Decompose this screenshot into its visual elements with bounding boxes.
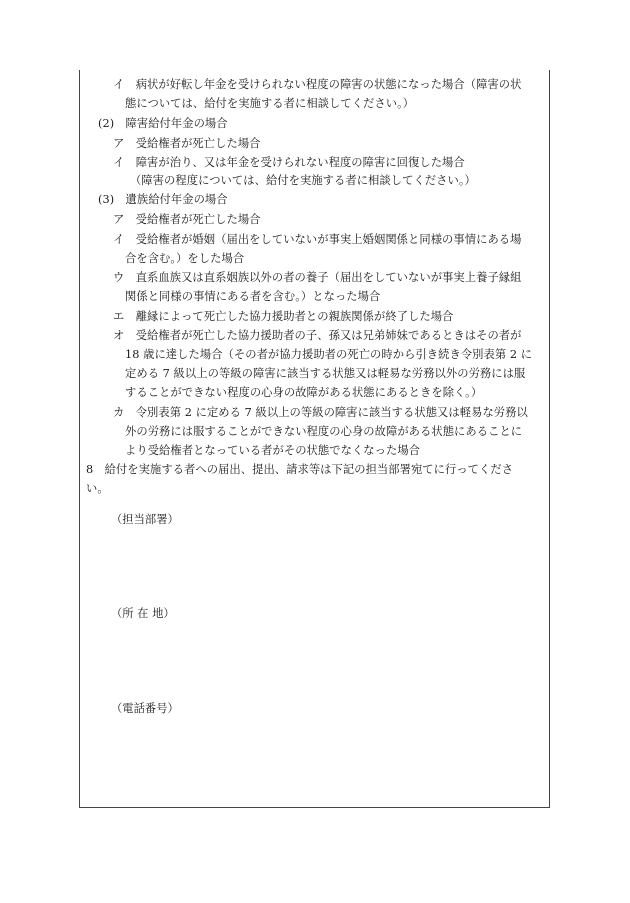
text-line-2: 態については、給付を実施する者に相談してください。） <box>125 97 415 110</box>
text-line-10: 合を含む。）をした場合 <box>125 252 245 265</box>
text-line-8: ア 受給権者が死亡した場合 <box>113 213 261 226</box>
text-line-4: ア 受給権者が死亡した場合 <box>113 137 261 150</box>
text-line-5: イ 障害が治り、又は年金を受けられない程度の障害に回復した場合 <box>113 156 465 169</box>
text-line-16: 定める 7 級以上の等級の障害に該当する状態又は軽易な労務以外の労務には服 <box>125 367 526 380</box>
text-line-11: ウ 直系血族又は直系姻族以外の者の養子（届出をしていないが事実上養子縁組 <box>113 271 522 284</box>
text-line-18: カ 令別表第 2 に定める 7 級以上の等級の障害に該当する状態又は軽易な労務以 <box>113 406 528 419</box>
item-8-line-2: い。 <box>86 482 109 495</box>
section-heading-3: (3) 遺族給付年金の場合 <box>98 193 228 206</box>
department-label: （担当部署） <box>111 513 179 526</box>
text-line-12: 関係と同様の事情にある者を含む。）となった場合 <box>125 290 381 303</box>
item-8-line-1: 8 給付を実施する者への届出、提出、請求等は下記の担当部署宛てに行ってくださ <box>86 463 514 476</box>
text-line-13: エ 離縁によって死亡した協力援助者との親族関係が終了した場合 <box>113 310 454 323</box>
text-line-9: イ 受給権者が婚姻（届出をしていないが事実上婚姻関係と同様の事情にある場 <box>113 233 522 246</box>
text-line-19: 外の労務には服することができない程度の心身の故障がある状態にあることに <box>125 425 523 438</box>
phone-label: （電話番号） <box>111 702 179 715</box>
text-line-1: イ 病状が好転し年金を受けられない程度の障害の状態になった場合（障害の状 <box>113 78 522 91</box>
text-line-6: （障害の程度については、給付を実施する者に相談してください。） <box>130 174 476 187</box>
text-line-20: より受給権者となっている者がその状態でなくなった場合 <box>125 444 421 457</box>
text-line-14: オ 受給権者が死亡した協力援助者の子、孫又は兄弟姉妹であるときはその者が <box>113 329 522 342</box>
section-heading-2: (2) 障害給付年金の場合 <box>98 117 228 130</box>
address-label: （所 在 地） <box>111 607 175 620</box>
text-line-15: 18 歳に達した場合（その者が協力援助者の死亡の時から引き続き令別表第 2 に <box>125 348 533 361</box>
text-line-17: することができない程度の心身の故障がある状態にあるときを除く。） <box>125 386 483 399</box>
